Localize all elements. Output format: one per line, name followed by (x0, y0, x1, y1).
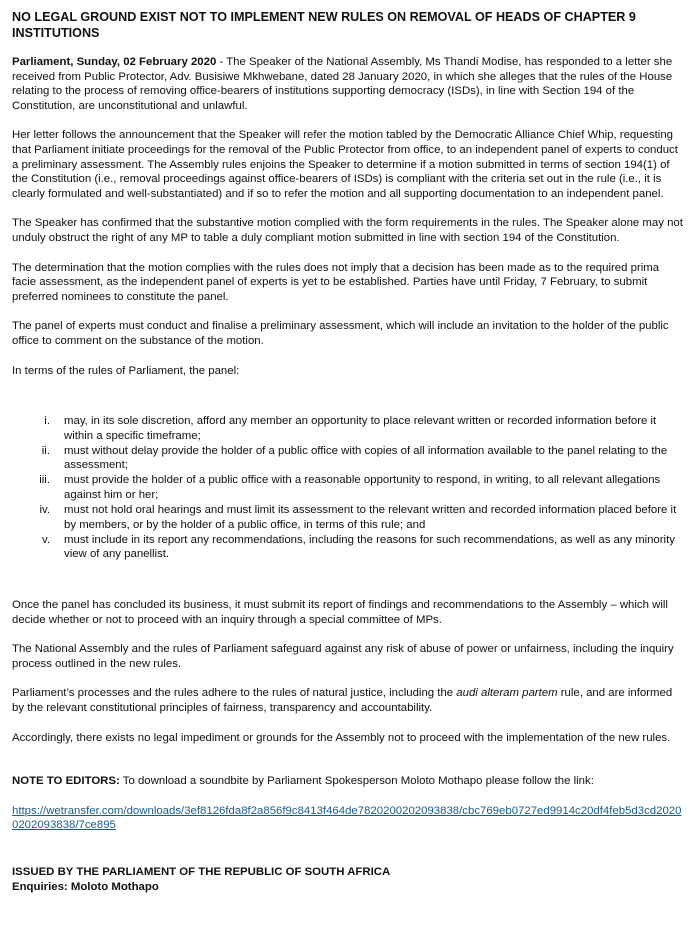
download-link-paragraph (12, 804, 686, 833)
intro-text: - The Speaker of the National Assembly, Ms Thandi Modise, has responded to a letter she received from Public Protector, Adv. Busisiwe Mkhwebane, dated 28 January 2020, in which she alleges that the rules of the House relating to the process of removing office-bearers of institutions supporting democracy (ISDs), in line with Section 194 of the Constitution, are unconstitutional and unlawful. (12, 56, 673, 112)
panel-intro-paragraph: In terms of the rules of Parliament, the panel: (12, 364, 240, 377)
soundbite-download-link[interactable]: https://wetransfer.com/downloads/3ef8126fda8f2a856f9c8413f464de7820200202093838/cbc769eb0727ed9914c20df4feb5d3cd20200202093838/7ce895 (12, 804, 682, 832)
panel-rules-list (12, 414, 686, 562)
latin-phrase: audi alteram partem (456, 687, 558, 700)
list-item-text: must include in its report any recommendations, including the reasons for such recommendations, as well as any minority view of any panellist. (64, 533, 675, 561)
note-label: NOTE TO EDITORS: (12, 775, 120, 788)
list-item-text: must provide the holder of a public office with a reasonable opportunity to respond, in writing, to all relevant allegations against him or her; (64, 474, 661, 502)
list-item-number: iii. (39, 474, 50, 487)
body-paragraph-2: The Speaker has confirmed that the substantive motion complied with the form requirements in the rules. The Speaker alone may not unduly obstruct the right of any MP to table a duly compliant motion submitted in line with section 194 of the Constitution. (12, 217, 683, 244)
page-title: NO LEGAL GROUND EXIST NOT TO IMPLEMENT NEW RULES ON REMOVAL OF HEADS OF CHAPTER 9 INSTITUTIONS (12, 10, 636, 40)
natural-justice-paragraph (12, 686, 686, 715)
natural-justice-text-after: rule, and are informed by the relevant constitutional principles of fairness, transparency and accountability. (12, 687, 673, 714)
body-paragraph-3: The determination that the motion complies with the rules does not imply that a decision has been made as to the required prima facie assessment, as the independent panel of experts is yet to be established. Parties have until Friday, 7 February, to submit preferred nominees to constitute the panel. (12, 261, 660, 303)
intro-paragraph (12, 55, 686, 113)
panel-report-paragraph: Once the panel has concluded its business, it must submit its report of findings and recommendations to the Assembly – which will decide whether or not to proceed with an inquiry through a special committee of MPs. (12, 599, 668, 626)
conclusion-paragraph: Accordingly, there exists no legal impediment or grounds for the Assembly not to proceed with the implementation of the new rules. (12, 731, 671, 744)
list-item (12, 414, 686, 443)
issued-by-block (12, 865, 686, 894)
list-item-number: ii. (41, 444, 50, 457)
note-to-editors (12, 774, 686, 789)
list-item (12, 444, 686, 473)
list-item-number: i. (44, 415, 50, 428)
list-item-text: may, in its sole discretion, afford any member an opportunity to place relevant written or recorded information before it within a specific timeframe; (64, 415, 657, 442)
safeguard-paragraph: The National Assembly and the rules of Parliament safeguard against any risk of abuse of power or unfairness, including the inquiry process outlined in the new rules. (12, 643, 674, 670)
dateline: Parliament, Sunday, 02 February 2020 (12, 56, 217, 68)
enquiries: Enquiries: Moloto Mothapo (12, 880, 159, 893)
list-item-text: must not hold oral hearings and must limit its assessment to the relevant written and recorded information placed before it by members, or by the holder of a public office, in terms of this rule; and (64, 504, 677, 531)
natural-justice-text-before: Parliament’s processes and the rules adhere to the rules of natural justice, including the (12, 687, 457, 700)
issued-by: ISSUED BY THE PARLIAMENT OF THE REPUBLIC OF SOUTH AFRICA (12, 865, 391, 878)
list-item (12, 473, 686, 502)
list-item-text: must without delay provide the holder of a public office with copies of all information available to the panel relating to the assessment; (64, 444, 668, 472)
list-item-number: v. (41, 533, 50, 546)
body-paragraph-1: Her letter follows the announcement that the Speaker will refer the motion tabled by the Democratic Alliance Chief Whip, requesting that Parliament initiate proceedings for the removal of the Public Protector from office, to an independent panel of experts to conduct a preliminary assessment. The Assembly rules enjoins the Speaker to determine if a motion submitted in terms of section 194(1) of the Constitution (i.e., removal proceedings against office-bearers of ISDs) is compliant with the criteria set out in the rule (i.e., it is clearly formulated and well-substantiated) and if so to refer the motion and all supporting documentation to an independent panel. (12, 129, 678, 200)
list-item-number: iv. (39, 504, 50, 517)
note-text: To download a soundbite by Parliament Spokesperson Moloto Mothapo please follow the link: (119, 775, 594, 788)
list-item (12, 503, 686, 532)
list-item (12, 533, 686, 562)
body-paragraph-4: The panel of experts must conduct and finalise a preliminary assessment, which will include an invitation to the holder of the public office to comment on the substance of the motion. (12, 320, 669, 347)
